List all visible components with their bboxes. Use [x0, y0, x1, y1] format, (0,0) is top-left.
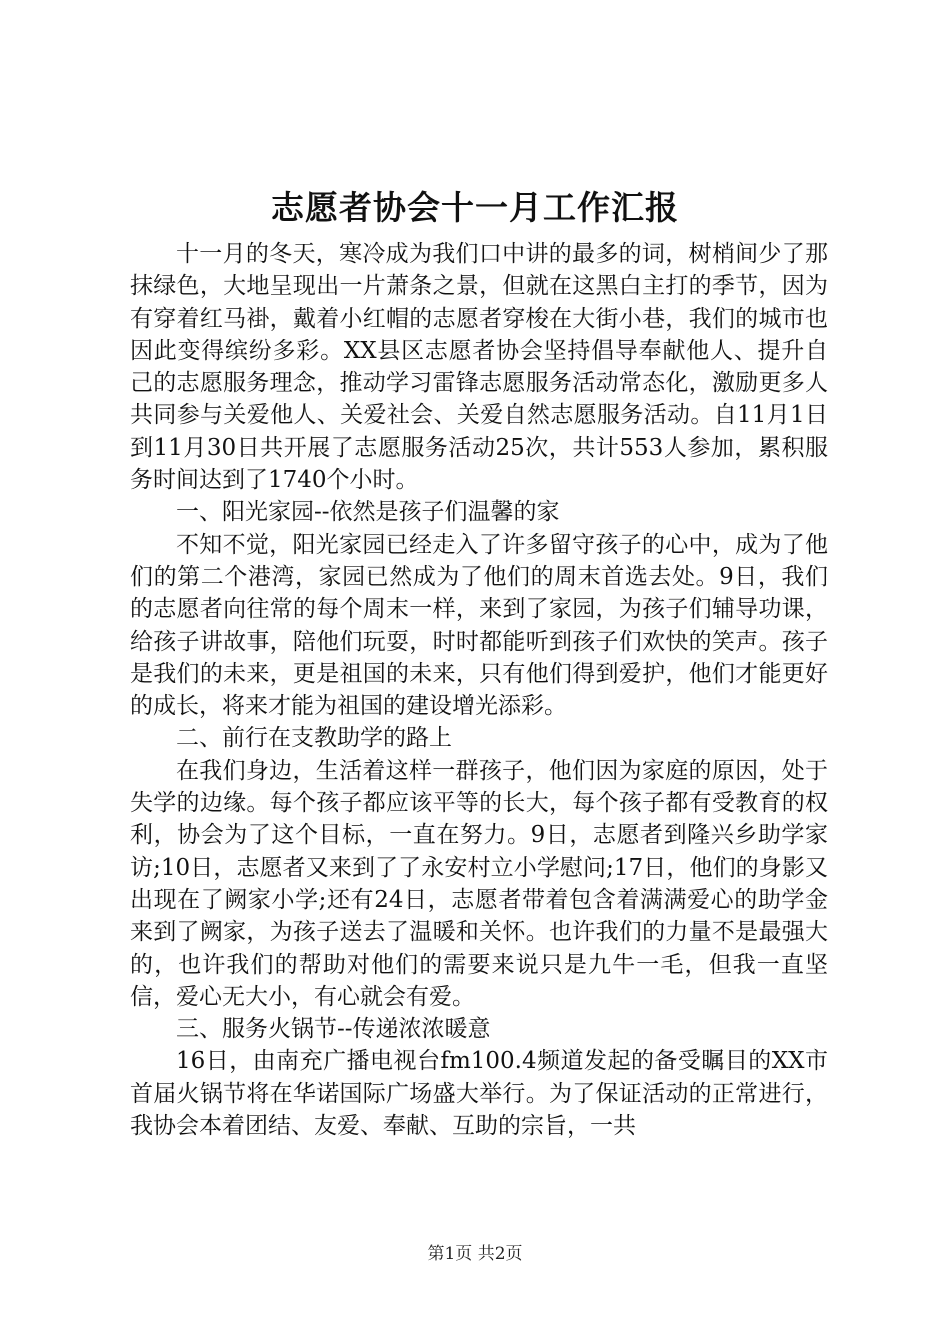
section-paragraph-3: 16日，由南充广播电视台fm100.4频道发起的备受瞩目的XX市首届火锅节将在华诺国际广场盛大举行。为了保证活动的正常进行，我协会本着团结、友爱、奉献、互助的宗旨，一共: [130, 1048, 828, 1140]
section-heading-2: 二、前行在支教助学的路上: [176, 725, 452, 752]
section-heading-1: 一、阳光家园--依然是孩子们温馨的家: [176, 499, 560, 526]
section-paragraph-2: 在我们身边，生活着这样一群孩子，他们因为家庭的原因，处于失学的边缘。每个孩子都应该平等的长大，每个孩子都有受教育的权利，协会为了这个目标，一直在努力。9日，志愿者到隆兴乡助学家访;10日，志愿者又来到了了永安村立小学慰问;17日，他们的身影又出现在了阙家小学;还有24日，志愿者带着包含着满满爱心的助学金来到了阙家，为孩子送去了温暖和关怀。也许我们的力量不是最强大的，也许我们的帮助对他们的需要来说只是九牛一毛，但我一直坚信，爱心无大小，有心就会有爱。: [130, 757, 828, 1010]
document-body: [130, 238, 828, 1142]
page-footer: 第1页 共2页: [427, 1244, 523, 1264]
section-heading-3: 三、服务火锅节--传递浓浓暖意: [176, 1016, 491, 1043]
intro-paragraph: 十一月的冬天，寒冷成为我们口中讲的最多的词，树梢间少了那抹绿色，大地呈现出一片萧条之景，但就在这黑白主打的季节，因为有穿着红马褂，戴着小红帽的志愿者穿梭在大街小巷，我们的城市也因此变得缤纷多彩。XX县区志愿者协会坚持倡导奉献他人、提升自己的志愿服务理念，推动学习雷锋志愿服务活动常态化，激励更多人共同参与关爱他人、关爱社会、关爱自然志愿服务活动。自11月1日到11月30日共开展了志愿服务活动25次，共计553人参加，累积服务时间达到了1740个小时。: [130, 241, 828, 494]
section-paragraph-1: 不知不觉，阳光家园已经走入了许多留守孩子的心中，成为了他们的第二个港湾，家园已然成为了他们的周末首选去处。9日，我们的志愿者向往常的每个周末一样，来到了家园，为孩子们辅导功课，给孩子讲故事，陪他们玩耍，时时都能听到孩子们欢快的笑声。孩子是我们的未来，更是祖国的未来，只有他们得到爱护，他们才能更好的成长，将来才能为祖国的建设增光添彩。: [130, 531, 828, 720]
document-title: 志愿者协会十一月工作汇报: [271, 188, 679, 227]
